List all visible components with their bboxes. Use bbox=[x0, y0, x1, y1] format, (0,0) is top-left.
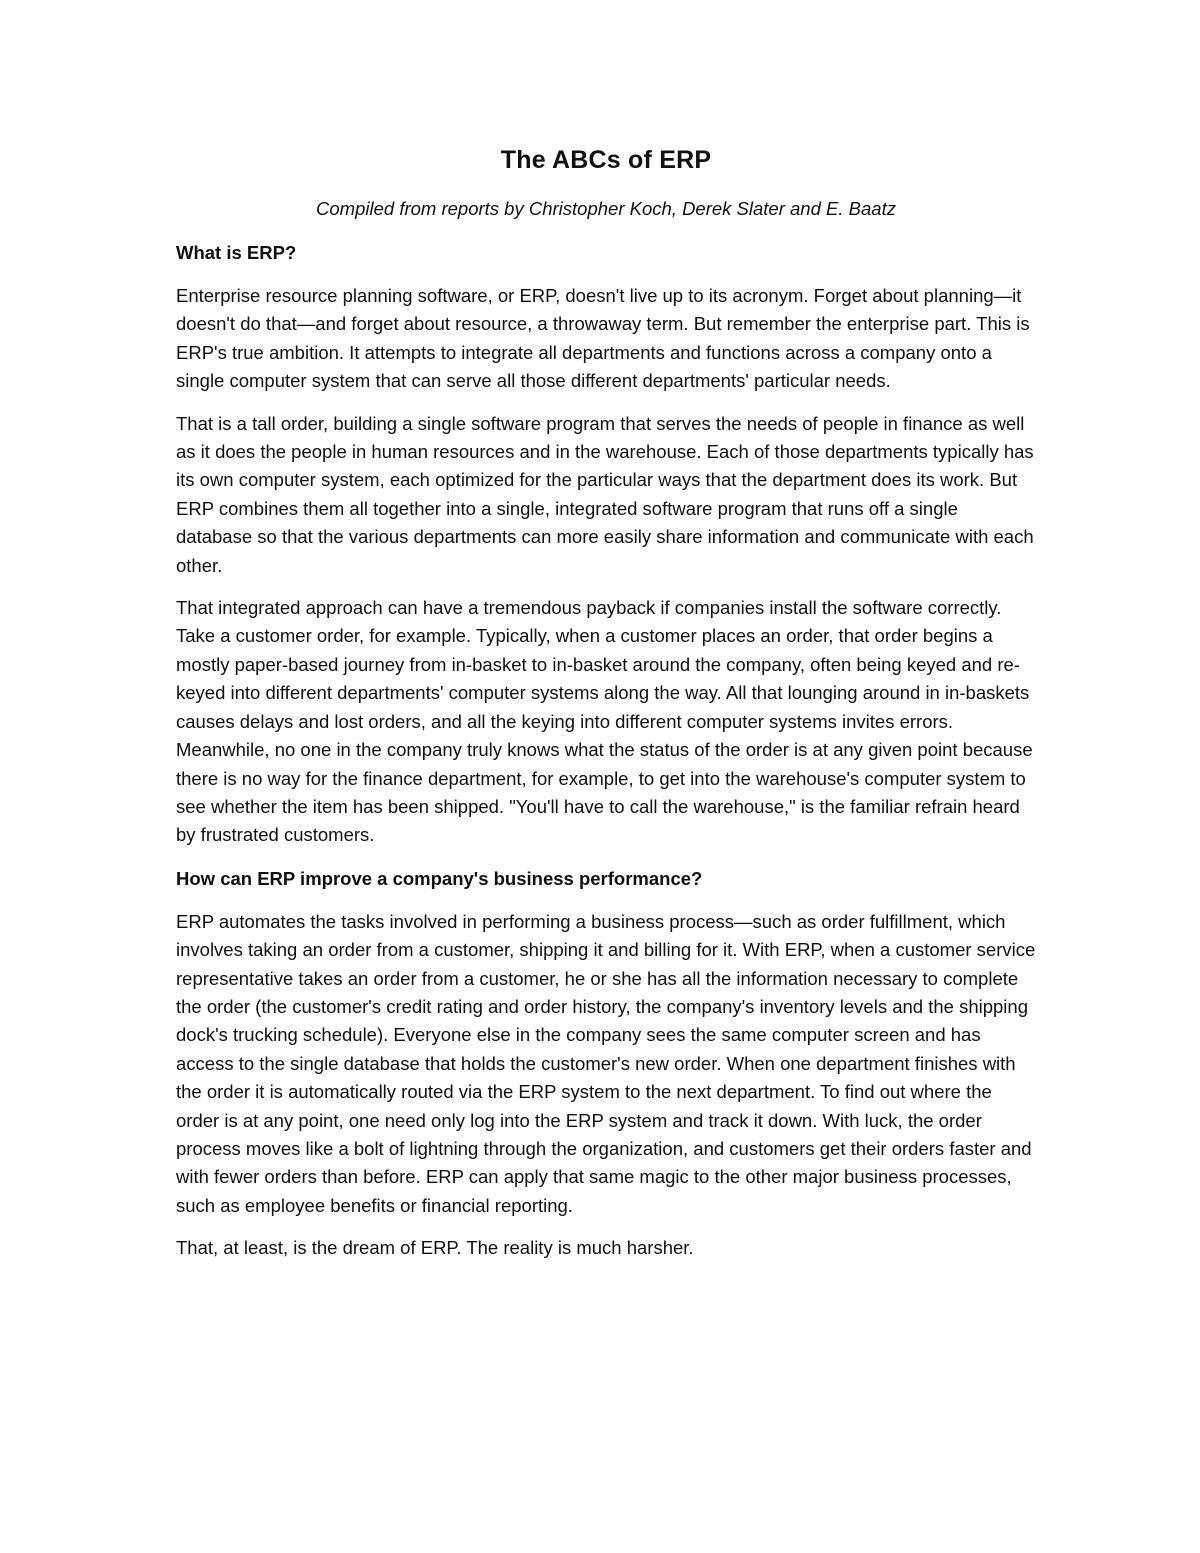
paragraph: Enterprise resource planning software, or ERP, doesn't live up to its acronym. Forget about planning—it doesn't do that—and forget about resource, a throwaway term. But remember the enterprise part. This is ERP's true ambition. It attempts to integrate all departments and functions across a company onto a single computer system that can serve all those different departments' particular needs. bbox=[176, 285, 1030, 392]
section-heading: How can ERP improve a company's business performance? bbox=[176, 867, 703, 889]
paragraph: That is a tall order, building a single software program that serves the needs of people in finance as well as it does the people in human resources and in the warehouse. Each of those departments typically has its own computer system, each optimized for the particular ways that the department does its work. But ERP combines them all together into a single, integrated software program that runs off a single database so that the various departments can more easily share information and communicate with each other. bbox=[176, 412, 1034, 576]
paragraph: That, at least, is the dream of ERP. The reality is much harsher. bbox=[176, 1237, 694, 1259]
section-what-is-erp bbox=[176, 238, 1036, 850]
paragraph: That integrated approach can have a tremendous payback if companies install the software correctly. Take a customer order, for example. Typically, when a customer places an order, that order begins a mostly paper-based journey from in-basket to in-basket around the company, often being keyed and re-keyed into different departments' computer systems along the way. All that lounging around in in-baskets causes delays and lost orders, and all the keying into different computer systems invites errors. Meanwhile, no one in the company truly knows what the status of the order is at any given point because there is no way for the finance department, for example, to get into the warehouse's computer system to see whether the item has been shipped. "You'll have to call the warehouse," is the familiar refrain heard by frustrated customers. bbox=[176, 597, 1033, 846]
document-page bbox=[176, 140, 1036, 1263]
section-heading: What is ERP? bbox=[176, 242, 297, 263]
document-subtitle: Compiled from reports by Christopher Koch, Derek Slater and E. Baatz bbox=[316, 198, 896, 219]
paragraph: ERP automates the tasks involved in performing a business process—such as order fulfillment, which involves taking an order from a customer, shipping it and billing for it. With ERP, when a customer service representative takes an order from a customer, he or she has all the information necessary to complete the order (the customer's credit rating and order history, the company's inventory levels and the shipping dock's trucking schedule). Everyone else in the company sees the same computer screen and has access to the single database that holds the customer's new order. When one department finishes with the order it is automatically routed via the ERP system to the next department. To find out where the order is at any point, one need only log into the ERP system and track it down. With luck, the order process moves like a bolt of lightning through the organization, and customers get their orders faster and with fewer orders than before. ERP can apply that same magic to the other major business processes, such as employee benefits or financial reporting. bbox=[176, 910, 1036, 1216]
section-erp-improve-performance bbox=[176, 864, 1036, 1263]
document-title: The ABCs of ERP bbox=[500, 146, 712, 174]
